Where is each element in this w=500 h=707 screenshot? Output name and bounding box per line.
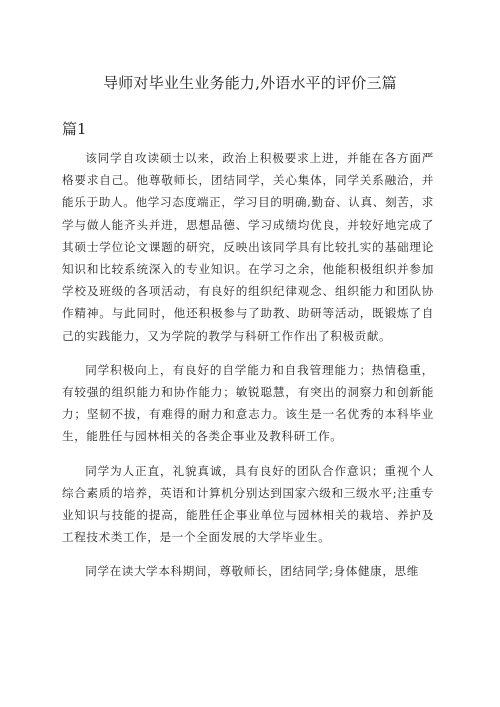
document-title: 导师对毕业生业务能力,外语水平的评价三篇 [103, 74, 397, 92]
section-heading: 篇1 [62, 120, 87, 138]
paragraph-1: 该同学自攻读硕士以来，政治上积极要求上进，并能在各方面严格要求自己。他尊敬师长，团结同学，关心集体，同学关系融洽，并能乐于助人。他学习态度端正，学习目的明确,勤奋、认真、刻苦，求学与做人能齐头并进，思想品德、学习成绩均优良，并较好地完成了其硕士学位论文课题的研究，反映出该同学具有比较扎实的基础理论知识和比较系统深入的专业知识。在学习之余，他能积极组织并参加学校及班级的各项活动，有良好的组织纪律观念、组织能力和团队协作精神。与此同时，他还积极参与了助教、助研等活动，既锻炼了自己的实践能力，又为学院的教学与科研工作作出了积极贡献。 [62, 151, 434, 343]
paragraph-3: 同学为人正直，礼貌真诚，具有良好的团队合作意识；重视个人综合素质的培养，英语和计算机分别达到国家六级和三级水平;注重专业知识与技能的提高，能胜任企事业单位与园林相关的栽培、养护及工程技术类工作，是一个全面发展的大学毕业生。 [62, 463, 434, 545]
paragraph-2: 同学积极向上，有良好的自学能力和自我管理能力；热情稳重，有较强的组织能力和协作能力；敏锐聪慧，有突出的洞察力和创新能力；坚韧不拔，有难得的耐力和意志力。该生是一名优秀的本科毕业生，能胜任与园林相关的各类企事业及教科研工作。 [62, 362, 434, 444]
document-body [62, 147, 434, 595]
paragraph-4: 同学在读大学本科期间，尊敬师长，团结同学;身体健康，思维 [85, 564, 419, 579]
